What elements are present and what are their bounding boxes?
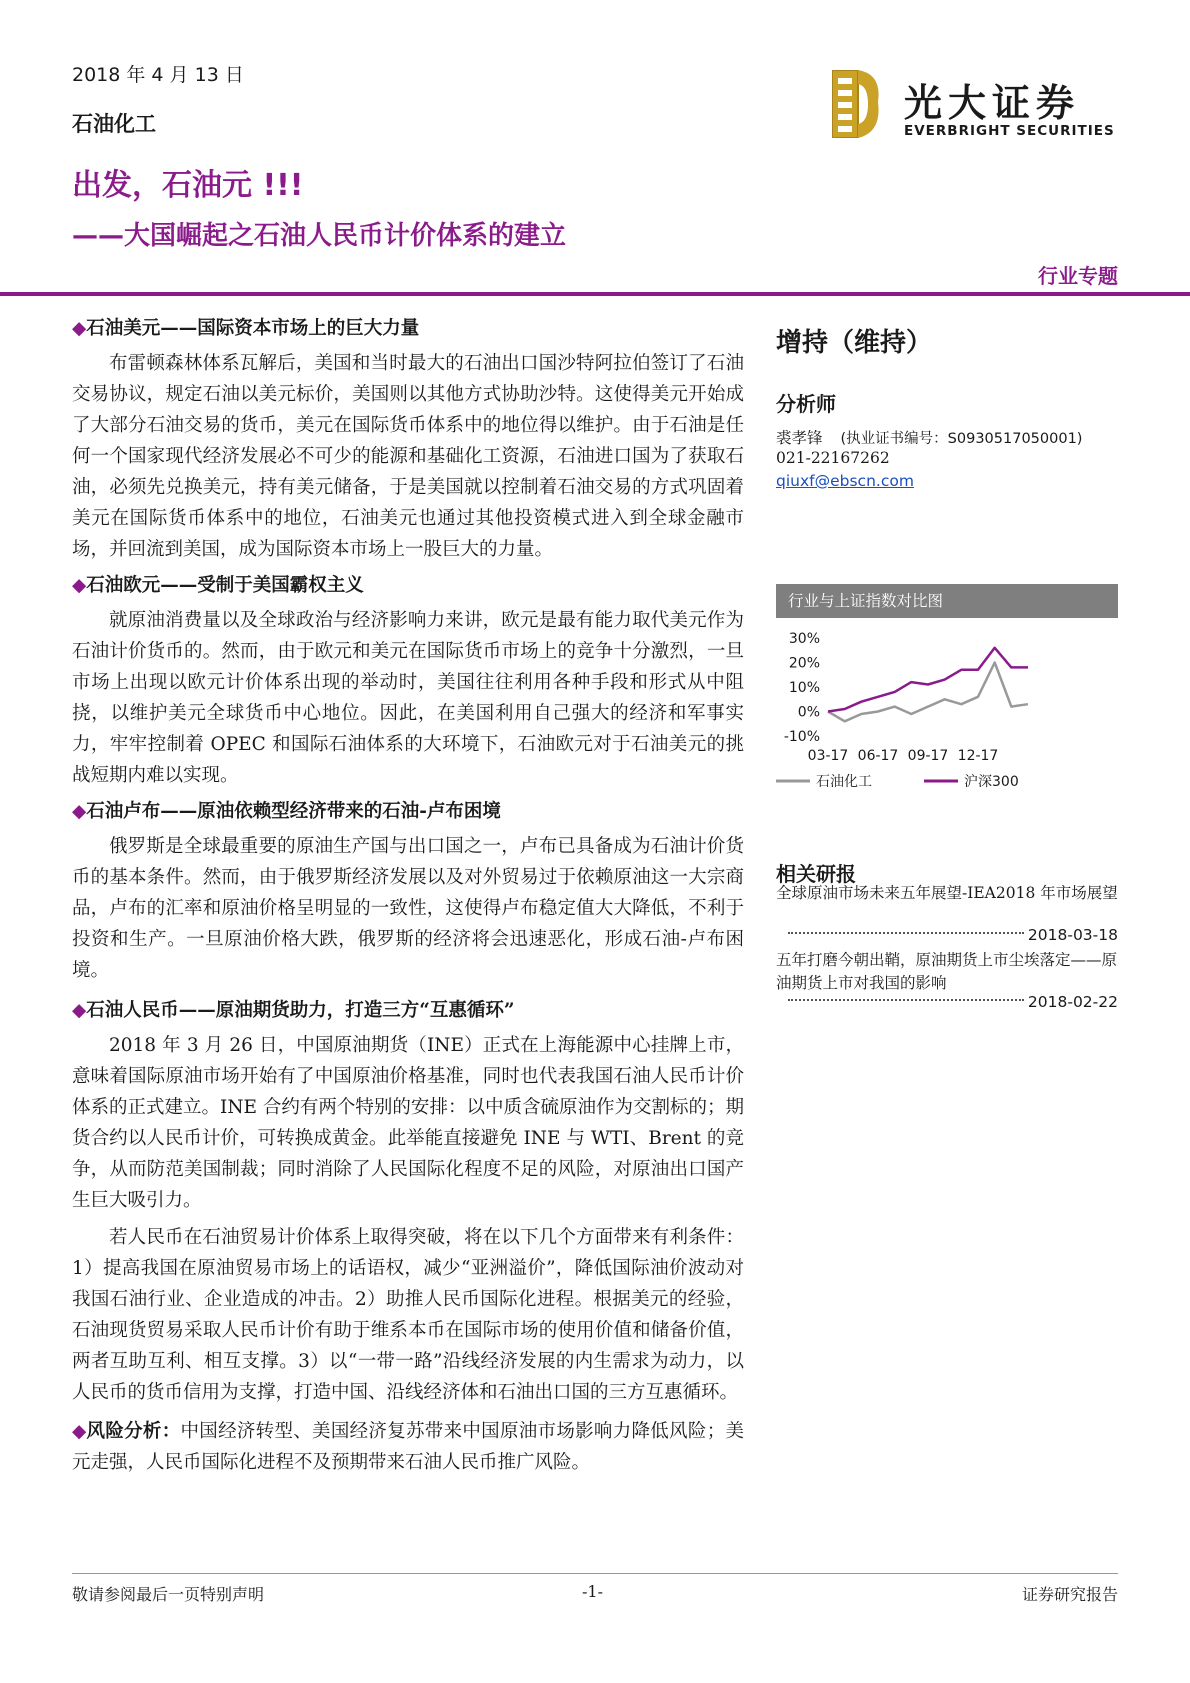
- y-tick-label: 10%: [788, 680, 820, 696]
- risk-analysis: ◆风险分析：中国经济转型、美国经济复苏带来中国原油市场影响力降低风险；美元走强，人民币国际化进程不及预期带来石油人民币推广风险。: [72, 1421, 744, 1473]
- section-paragraph: 布雷顿森林体系瓦解后，美国和当时最大的石油出口国沙特阿拉伯签订了石油交易协议，规定石油以美元标价，美国则以其他方式协助沙特。这使得美元开始成了大部分石油交易的货币，美元在国际货币体系中的地位得以维护。由于石油是任何一个国家现代经济发展必不可少的能源和基础化工资源，石油进口国为了获取石油，必须先兑换美元，持有美元储备，于是美国就以控制着石油交易的方式巩固着美元在国际货币体系中的地位，石油美元也通过其他投资模式进入到全球金融市场，并回流到美国，成为国际资本市场上一股巨大的力量。: [72, 353, 744, 560]
- report-title: 出发，石油元 !!!: [72, 168, 304, 203]
- x-tick-label: 06-17: [857, 748, 899, 764]
- section-paragraph: 2018 年 3 月 26 日，中国原油期货（INE）正式在上海能源中心挂牌上市，意味着国际原油市场开始有了中国原油价格基准，同时也代表我国石油人民币计价体系的正式建立。INE 合约有两个特别的安排：以中质含硫原油作为交割标的；期货合约以人民币计价，可转换成黄金。此举能直接避免 INE 与 WTI、Brent 的竞争，从而防范美国制裁；同时消除了人民国际化程度不足的风险，对原油出口国产生巨大吸引力。: [72, 1035, 744, 1211]
- analyst-phone: 021-22167262: [776, 449, 890, 467]
- related-report-title[interactable]: 五年打磨今朝出鞘，原油期货上市尘埃落定——原油期货上市对我国的影响: [776, 951, 1118, 992]
- report-date: 2018 年 4 月 13 日: [72, 64, 244, 86]
- section-paragraph: 俄罗斯是全球最重要的原油生产国与出口国之一，卢布已具备成为石油计价货币的基本条件。然而，由于俄罗斯经济发展以及对外贸易过于依赖原油这一大宗商品，卢布的汇率和原油价格呈明显的一致性，这使得卢布稳定值大大降低，不利于投资和生产。一旦原油价格大跌，俄罗斯的经济将会迅速恶化，形成石油-卢布困境。: [72, 836, 744, 981]
- everbright-logo-icon: [832, 70, 884, 138]
- related-report-date: 2018-02-22: [776, 993, 1118, 1011]
- rating: 增持（维持）: [776, 328, 933, 358]
- x-tick-label: 03-17: [807, 748, 849, 764]
- footer-disclaimer: 敬请参阅最后一页特别声明: [72, 1585, 265, 1604]
- y-tick-label: 20%: [788, 655, 820, 672]
- diamond-bullet-icon: ◆: [72, 318, 87, 339]
- industry-label: 石油化工: [72, 112, 156, 136]
- section-heading: ◆石油美元——国际资本市场上的巨大力量: [72, 318, 420, 339]
- chart-header: 行业与上证指数对比图: [776, 584, 1118, 618]
- diamond-bullet-icon: ◆: [72, 1000, 87, 1021]
- analyst-cert: (执业证书编号：S0930517050001): [840, 431, 1083, 447]
- diamond-bullet-icon: ◆: [72, 575, 87, 596]
- main-content: [72, 314, 744, 1478]
- related-heading: 相关研报: [776, 862, 856, 886]
- legend-label: 沪深300: [964, 774, 1019, 790]
- related-report-date: 2018-03-18: [776, 926, 1118, 944]
- report-type: 行业专题: [1038, 264, 1118, 288]
- y-tick-label: -10%: [783, 729, 820, 745]
- footer-report-label: 证券研究报告: [1021, 1585, 1118, 1604]
- series-line-petrochem: [828, 663, 1028, 722]
- section-paragraph: 若人民币在石油贸易计价体系上取得突破，将在以下几个方面带来有利条件：1）提高我国在原油贸易市场上的话语权，减少“亚洲溢价”，降低国际油价波动对我国石油行业、企业造成的冲击。2）助推人民币国际化进程。根据美元的经验，石油现货贸易采取人民币计价有助于维系本币在国际市场的使用价值和储备价值，两者互助互利、相互支撑。3）以“一带一路”沿线经济发展的内生需求为动力，以人民币的货币信用为支撑，打造中国、沿线经济体和石油出口国的三方互惠循环。: [72, 1227, 744, 1403]
- logo-chinese-name: 光大证券: [904, 80, 1081, 125]
- page-number: -1-: [582, 1582, 603, 1601]
- section-heading: ◆石油人民币——原油期货助力，打造三方“互惠循环”: [72, 1000, 515, 1021]
- analyst-email-link[interactable]: qiuxf@ebscn.com: [776, 472, 914, 490]
- y-tick-label: 30%: [788, 631, 820, 647]
- header-rule: [0, 292, 1190, 296]
- x-tick-label: 09-17: [907, 748, 949, 764]
- logo-english-name: EVERBRIGHT SECURITIES: [904, 123, 1115, 139]
- section-heading: ◆石油卢布——原油依赖型经济带来的石油-卢布困境: [72, 801, 501, 822]
- section-heading: ◆石油欧元——受制于美国霸权主义: [72, 575, 364, 596]
- diamond-bullet-icon: ◆: [72, 801, 87, 822]
- legend-label: 石油化工: [816, 774, 872, 790]
- analyst-heading: 分析师: [776, 392, 836, 416]
- comparison-chart: [776, 622, 1118, 836]
- report-subtitle: ——大国崛起之石油人民币计价体系的建立: [72, 221, 567, 251]
- series-line-hs300: [828, 648, 1028, 712]
- x-tick-label: 12-17: [957, 748, 999, 764]
- section-paragraph: 就原油消费量以及全球政治与经济影响力来讲，欧元是最有能力取代美元作为石油计价货币的。然而，由于欧元和美元在国际货币市场上的竞争十分激烈，一旦市场上出现以欧元计价体系出现的举动时，美国往往利用各种手段和形式从中阻挠，以维护美元全球货币中心地位。因此，在美国利用自己强大的经济和军事实力，牢牢控制着 OPEC 和国际石油体系的大环境下，石油欧元对于石油美元的挑战短期内难以实现。: [72, 610, 744, 786]
- related-report-title[interactable]: 全球原油市场未来五年展望-IEA2018 年市场展望: [776, 884, 1118, 902]
- footer-rule: [72, 1573, 1118, 1574]
- diamond-bullet-icon: ◆: [72, 1421, 87, 1442]
- analyst-name: 裘孝锋 (执业证书编号：S0930517050001): [776, 429, 1083, 447]
- y-tick-label: 0%: [797, 704, 820, 721]
